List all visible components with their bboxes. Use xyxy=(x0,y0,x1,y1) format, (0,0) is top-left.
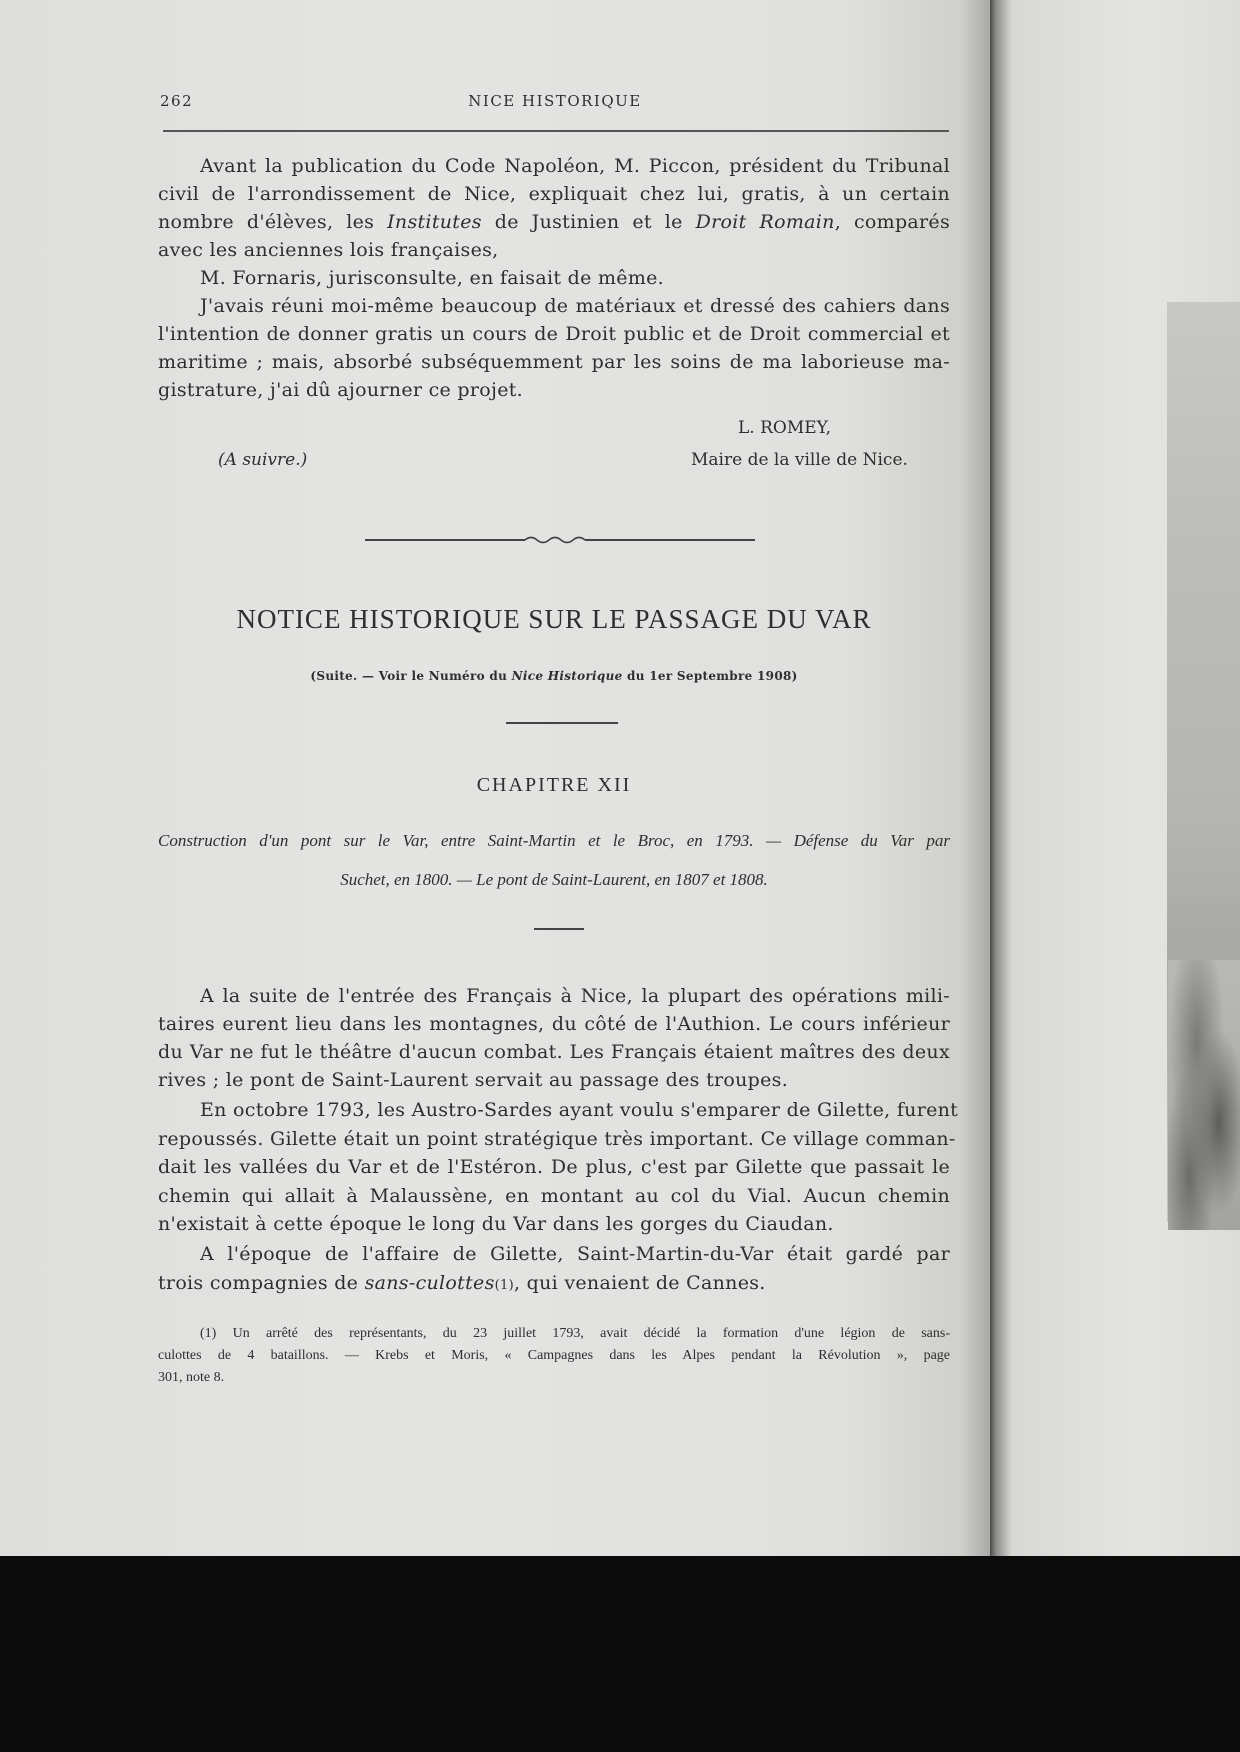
text-line xyxy=(158,1269,950,1300)
running-head xyxy=(160,92,950,114)
text-line: avec les anciennes lois françaises, xyxy=(158,239,499,261)
ornamental-rule xyxy=(365,536,755,546)
italic-title-institutes: Institutes xyxy=(387,211,482,233)
article-title: NOTICE HISTORIQUE SUR LE PASSAGE DU VAR xyxy=(236,604,872,634)
signature-name: L. ROMEY, xyxy=(738,418,832,438)
footnote-line: culottes de 4 bataillons. — Krebs et Moris, « Campagnes dans les Alpes pendant la Révolution », page xyxy=(158,1348,950,1363)
text-span: (Suite. — Voir le Numéro du xyxy=(310,669,512,683)
text-line: n'existait à cette époque le long du Var dans les gorges du Ciaudan. xyxy=(158,1213,834,1235)
italic-term-sans-culottes: sans-culottes xyxy=(364,1272,495,1294)
text-line: dait les vallées du Var et de l'Estéron. De plus, c'est par Gilette que passait le xyxy=(158,1156,950,1178)
facing-page-foliage xyxy=(1168,960,1240,1230)
article-subtitle xyxy=(158,669,950,683)
text-line: gistrature, j'ai dû ajourner ce projet. xyxy=(158,379,524,401)
chapter-summary-line: Suchet, en 1800. — Le pont de Saint-Laurent, en 1807 et 1808. xyxy=(340,870,768,889)
text-line: En octobre 1793, les Austro-Sardes ayant voulu s'emparer de Gilette, furent xyxy=(200,1099,959,1121)
separator-rule xyxy=(506,722,618,724)
chapter-title: CHAPITRE XII xyxy=(476,774,632,796)
text-line: A la suite de l'entrée des Français à Nice, la plupart des opérations mili- xyxy=(200,985,950,1007)
text-span: de Justinien et le xyxy=(481,211,696,233)
italic-journal-name: Nice Historique xyxy=(511,669,623,683)
text-line: M. Fornaris, jurisconsulte, en faisait de même. xyxy=(200,267,665,289)
text-line: civil de l'arrondissement de Nice, expliquait chez lui, gratis, à un certain xyxy=(158,183,950,205)
text-line: l'intention de donner gratis un cours de Droit public et de Droit commercial et xyxy=(158,323,950,345)
chapter-summary-line: Construction d'un pont sur le Var, entre Saint-Martin et le Broc, en 1793. — Défense du Var par xyxy=(158,831,950,850)
text-line xyxy=(158,208,950,236)
text-span: du 1er Septembre 1908) xyxy=(622,669,798,683)
page-number: 262 xyxy=(160,92,194,110)
text-line: repoussés. Gilette était un point stratégique très important. Ce village comman- xyxy=(158,1128,956,1150)
header-rule xyxy=(163,130,949,132)
text-line: chemin qui allait à Malaussène, en montant au col du Vial. Aucun chemin xyxy=(158,1185,950,1207)
to-be-continued: (A suivre.) xyxy=(218,450,308,470)
scanner-background xyxy=(0,1556,1240,1752)
footnote-line: 301, note 8. xyxy=(158,1370,225,1385)
journal-title: NICE HISTORIQUE xyxy=(468,92,642,110)
text-line: taires eurent lieu dans les montagnes, du côté de l'Authion. Le cours inférieur xyxy=(158,1013,950,1035)
text-line: J'avais réuni moi-même beaucoup de matériaux et dressé des cahiers dans xyxy=(200,295,950,317)
signature-title: Maire de la ville de Nice. xyxy=(691,450,908,470)
separator-rule xyxy=(534,928,584,930)
text-line: Avant la publication du Code Napoléon, M. Piccon, président du Tribunal xyxy=(200,155,950,177)
text-span: nombre d'élèves, les xyxy=(158,211,388,233)
text-line: A l'époque de l'affaire de Gilette, Saint-Martin-du-Var était gardé par xyxy=(200,1243,950,1265)
text-line: du Var ne fut le théâtre d'aucun combat. Les Français étaient maîtres des deux xyxy=(158,1041,950,1063)
text-span: , comparés xyxy=(834,211,951,233)
italic-title-droit-romain: Droit Romain xyxy=(695,211,835,233)
text-line: maritime ; mais, absorbé subséquemment par les soins de ma laborieuse ma- xyxy=(158,351,950,373)
footnote-reference: (1) xyxy=(494,1278,514,1293)
text-span: trois compagnies de xyxy=(158,1272,365,1294)
text-line: rives ; le pont de Saint-Laurent servait au passage des troupes. xyxy=(158,1069,789,1091)
footnote-line: (1) Un arrêté des représentants, du 23 juillet 1793, avait décidé la formation d'une légion de sans- xyxy=(200,1326,950,1341)
text-span: , qui venaient de Cannes. xyxy=(513,1272,766,1294)
